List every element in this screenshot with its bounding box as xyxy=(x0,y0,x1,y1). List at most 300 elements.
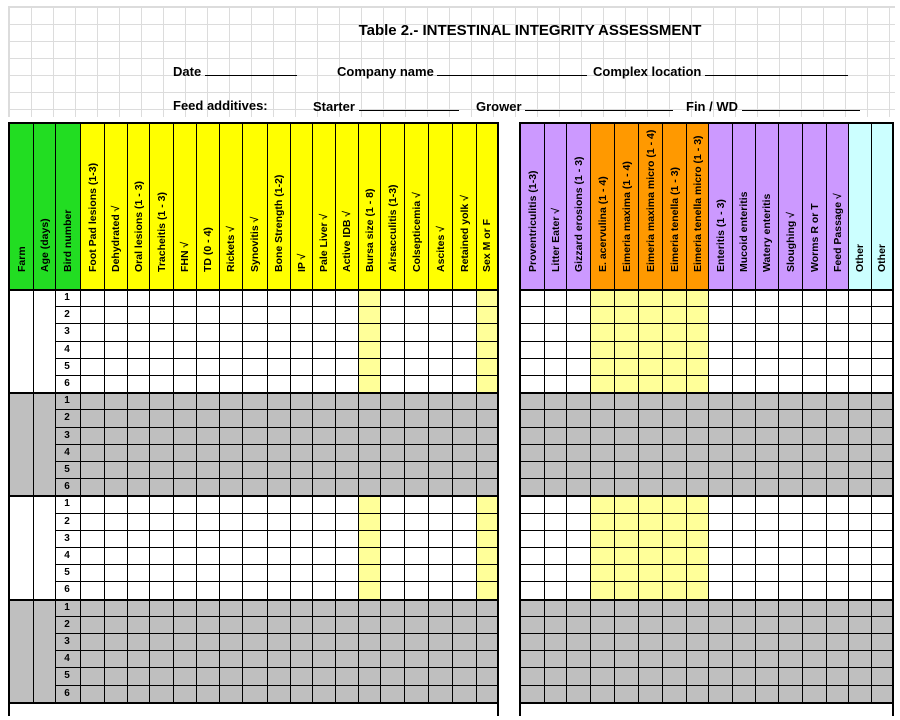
data-cell[interactable] xyxy=(732,307,755,324)
data-cell[interactable] xyxy=(732,393,755,410)
data-cell[interactable] xyxy=(476,445,498,462)
data-cell[interactable] xyxy=(290,548,312,565)
data-cell[interactable] xyxy=(638,428,662,445)
data-cell[interactable] xyxy=(380,410,404,427)
data-cell[interactable] xyxy=(335,634,358,651)
data-cell[interactable] xyxy=(520,600,544,617)
data-cell[interactable] xyxy=(802,307,826,324)
data-cell[interactable] xyxy=(196,290,219,307)
data-cell[interactable] xyxy=(566,428,590,445)
data-cell[interactable] xyxy=(452,600,476,617)
data-cell[interactable] xyxy=(404,445,428,462)
data-cell[interactable] xyxy=(871,376,893,393)
data-cell[interactable] xyxy=(80,290,104,307)
data-cell[interactable] xyxy=(590,462,614,479)
data-cell[interactable] xyxy=(778,342,802,359)
data-cell[interactable] xyxy=(778,410,802,427)
data-cell[interactable] xyxy=(662,290,686,307)
data-cell[interactable] xyxy=(404,565,428,582)
data-cell[interactable] xyxy=(476,548,498,565)
data-cell[interactable] xyxy=(428,307,452,324)
data-cell[interactable] xyxy=(778,445,802,462)
data-cell[interactable] xyxy=(802,600,826,617)
data-cell[interactable] xyxy=(452,410,476,427)
data-cell[interactable] xyxy=(428,634,452,651)
data-cell[interactable] xyxy=(476,462,498,479)
data-cell[interactable] xyxy=(80,342,104,359)
data-cell[interactable] xyxy=(358,531,380,548)
data-cell[interactable] xyxy=(614,651,638,668)
data-cell[interactable] xyxy=(614,462,638,479)
data-cell[interactable] xyxy=(290,410,312,427)
data-cell[interactable] xyxy=(173,514,196,531)
grower-field[interactable] xyxy=(476,98,673,114)
data-cell[interactable] xyxy=(778,307,802,324)
data-cell[interactable] xyxy=(127,634,149,651)
data-cell[interactable] xyxy=(452,445,476,462)
data-cell[interactable] xyxy=(520,548,544,565)
data-cell[interactable] xyxy=(476,290,498,307)
data-cell[interactable] xyxy=(242,479,267,496)
data-cell[interactable] xyxy=(127,617,149,634)
data-cell[interactable] xyxy=(428,324,452,341)
data-cell[interactable] xyxy=(149,290,173,307)
data-cell[interactable] xyxy=(848,600,871,617)
data-cell[interactable] xyxy=(848,307,871,324)
data-cell[interactable] xyxy=(566,410,590,427)
data-cell[interactable] xyxy=(312,565,335,582)
data-cell[interactable] xyxy=(196,410,219,427)
data-cell[interactable] xyxy=(732,462,755,479)
data-cell[interactable] xyxy=(104,410,127,427)
data-cell[interactable] xyxy=(173,324,196,341)
data-cell[interactable] xyxy=(127,582,149,599)
data-cell[interactable] xyxy=(149,668,173,685)
data-cell[interactable] xyxy=(242,393,267,410)
data-cell[interactable] xyxy=(196,600,219,617)
data-cell[interactable] xyxy=(452,342,476,359)
data-cell[interactable] xyxy=(614,479,638,496)
data-cell[interactable] xyxy=(404,462,428,479)
data-cell[interactable] xyxy=(380,445,404,462)
data-cell[interactable] xyxy=(544,548,566,565)
data-cell[interactable] xyxy=(826,600,848,617)
data-cell[interactable] xyxy=(544,376,566,393)
data-cell[interactable] xyxy=(476,428,498,445)
data-cell[interactable] xyxy=(219,393,242,410)
data-cell[interactable] xyxy=(452,668,476,685)
data-cell[interactable] xyxy=(335,548,358,565)
data-cell[interactable] xyxy=(708,307,732,324)
data-cell[interactable] xyxy=(219,531,242,548)
data-cell[interactable] xyxy=(708,376,732,393)
data-cell[interactable] xyxy=(566,651,590,668)
data-cell[interactable] xyxy=(358,290,380,307)
data-cell[interactable] xyxy=(848,479,871,496)
data-cell[interactable] xyxy=(290,668,312,685)
data-cell[interactable] xyxy=(520,445,544,462)
data-cell[interactable] xyxy=(544,514,566,531)
data-cell[interactable] xyxy=(614,686,638,703)
data-cell[interactable] xyxy=(686,324,708,341)
data-cell[interactable] xyxy=(544,668,566,685)
data-cell[interactable] xyxy=(476,359,498,376)
data-cell[interactable] xyxy=(476,307,498,324)
data-cell[interactable] xyxy=(848,634,871,651)
data-cell[interactable] xyxy=(755,393,778,410)
data-cell[interactable] xyxy=(732,428,755,445)
data-cell[interactable] xyxy=(127,290,149,307)
data-cell[interactable] xyxy=(708,393,732,410)
data-cell[interactable] xyxy=(428,393,452,410)
data-cell[interactable] xyxy=(755,582,778,599)
data-cell[interactable] xyxy=(708,445,732,462)
data-cell[interactable] xyxy=(802,651,826,668)
data-cell[interactable] xyxy=(428,410,452,427)
data-cell[interactable] xyxy=(476,686,498,703)
data-cell[interactable] xyxy=(614,514,638,531)
data-cell[interactable] xyxy=(638,668,662,685)
data-cell[interactable] xyxy=(590,651,614,668)
data-cell[interactable] xyxy=(520,410,544,427)
data-cell[interactable] xyxy=(312,617,335,634)
data-cell[interactable] xyxy=(662,582,686,599)
data-cell[interactable] xyxy=(80,617,104,634)
data-cell[interactable] xyxy=(638,410,662,427)
data-cell[interactable] xyxy=(219,668,242,685)
data-cell[interactable] xyxy=(826,324,848,341)
data-cell[interactable] xyxy=(826,359,848,376)
data-cell[interactable] xyxy=(520,582,544,599)
data-cell[interactable] xyxy=(520,376,544,393)
data-cell[interactable] xyxy=(219,462,242,479)
data-cell[interactable] xyxy=(196,428,219,445)
data-cell[interactable] xyxy=(848,617,871,634)
data-cell[interactable] xyxy=(755,514,778,531)
data-cell[interactable] xyxy=(686,445,708,462)
data-cell[interactable] xyxy=(380,342,404,359)
data-cell[interactable] xyxy=(614,342,638,359)
data-cell[interactable] xyxy=(686,634,708,651)
data-cell[interactable] xyxy=(614,582,638,599)
data-cell[interactable] xyxy=(802,445,826,462)
data-cell[interactable] xyxy=(662,686,686,703)
data-cell[interactable] xyxy=(638,600,662,617)
data-cell[interactable] xyxy=(219,479,242,496)
data-cell[interactable] xyxy=(708,324,732,341)
data-cell[interactable] xyxy=(662,496,686,513)
data-cell[interactable] xyxy=(826,651,848,668)
data-cell[interactable] xyxy=(708,634,732,651)
data-cell[interactable] xyxy=(404,324,428,341)
data-cell[interactable] xyxy=(358,496,380,513)
data-cell[interactable] xyxy=(732,531,755,548)
data-cell[interactable] xyxy=(149,582,173,599)
data-cell[interactable] xyxy=(380,307,404,324)
data-cell[interactable] xyxy=(778,600,802,617)
data-cell[interactable] xyxy=(404,342,428,359)
data-cell[interactable] xyxy=(428,548,452,565)
data-cell[interactable] xyxy=(149,307,173,324)
data-cell[interactable] xyxy=(104,324,127,341)
data-cell[interactable] xyxy=(404,582,428,599)
data-cell[interactable] xyxy=(686,479,708,496)
data-cell[interactable] xyxy=(242,410,267,427)
data-cell[interactable] xyxy=(802,565,826,582)
data-cell[interactable] xyxy=(638,359,662,376)
data-cell[interactable] xyxy=(826,462,848,479)
data-cell[interactable] xyxy=(590,514,614,531)
data-cell[interactable] xyxy=(686,290,708,307)
data-cell[interactable] xyxy=(590,376,614,393)
data-cell[interactable] xyxy=(173,582,196,599)
data-cell[interactable] xyxy=(267,651,290,668)
data-cell[interactable] xyxy=(708,668,732,685)
data-cell[interactable] xyxy=(404,514,428,531)
data-cell[interactable] xyxy=(428,496,452,513)
data-cell[interactable] xyxy=(662,376,686,393)
data-cell[interactable] xyxy=(802,514,826,531)
data-cell[interactable] xyxy=(312,342,335,359)
data-cell[interactable] xyxy=(196,445,219,462)
data-cell[interactable] xyxy=(380,565,404,582)
data-cell[interactable] xyxy=(686,410,708,427)
data-cell[interactable] xyxy=(290,582,312,599)
data-cell[interactable] xyxy=(173,376,196,393)
data-cell[interactable] xyxy=(312,600,335,617)
data-cell[interactable] xyxy=(267,617,290,634)
data-cell[interactable] xyxy=(544,393,566,410)
data-cell[interactable] xyxy=(219,600,242,617)
data-cell[interactable] xyxy=(871,686,893,703)
data-cell[interactable] xyxy=(638,324,662,341)
data-cell[interactable] xyxy=(732,445,755,462)
data-cell[interactable] xyxy=(476,324,498,341)
data-cell[interactable] xyxy=(826,307,848,324)
data-cell[interactable] xyxy=(80,565,104,582)
data-cell[interactable] xyxy=(686,651,708,668)
data-cell[interactable] xyxy=(80,514,104,531)
data-cell[interactable] xyxy=(290,290,312,307)
data-cell[interactable] xyxy=(732,686,755,703)
data-cell[interactable] xyxy=(149,565,173,582)
data-cell[interactable] xyxy=(778,359,802,376)
data-cell[interactable] xyxy=(566,445,590,462)
data-cell[interactable] xyxy=(104,651,127,668)
data-cell[interactable] xyxy=(312,445,335,462)
data-cell[interactable] xyxy=(335,668,358,685)
data-cell[interactable] xyxy=(544,479,566,496)
data-cell[interactable] xyxy=(476,496,498,513)
data-cell[interactable] xyxy=(520,668,544,685)
data-cell[interactable] xyxy=(452,496,476,513)
data-cell[interactable] xyxy=(590,582,614,599)
data-cell[interactable] xyxy=(312,359,335,376)
data-cell[interactable] xyxy=(544,307,566,324)
data-cell[interactable] xyxy=(452,686,476,703)
data-cell[interactable] xyxy=(404,290,428,307)
data-cell[interactable] xyxy=(452,324,476,341)
data-cell[interactable] xyxy=(566,462,590,479)
data-cell[interactable] xyxy=(520,651,544,668)
data-cell[interactable] xyxy=(104,514,127,531)
data-cell[interactable] xyxy=(848,376,871,393)
data-cell[interactable] xyxy=(335,342,358,359)
data-cell[interactable] xyxy=(104,686,127,703)
data-cell[interactable] xyxy=(173,617,196,634)
data-cell[interactable] xyxy=(520,428,544,445)
data-cell[interactable] xyxy=(127,342,149,359)
data-cell[interactable] xyxy=(638,445,662,462)
data-cell[interactable] xyxy=(104,359,127,376)
data-cell[interactable] xyxy=(127,600,149,617)
data-cell[interactable] xyxy=(452,359,476,376)
data-cell[interactable] xyxy=(267,324,290,341)
data-cell[interactable] xyxy=(149,479,173,496)
data-cell[interactable] xyxy=(267,462,290,479)
data-cell[interactable] xyxy=(196,686,219,703)
data-cell[interactable] xyxy=(566,376,590,393)
data-cell[interactable] xyxy=(452,307,476,324)
data-cell[interactable] xyxy=(104,376,127,393)
data-cell[interactable] xyxy=(380,651,404,668)
data-cell[interactable] xyxy=(871,634,893,651)
data-cell[interactable] xyxy=(755,462,778,479)
data-cell[interactable] xyxy=(544,565,566,582)
data-cell[interactable] xyxy=(312,428,335,445)
data-cell[interactable] xyxy=(219,359,242,376)
data-cell[interactable] xyxy=(173,668,196,685)
data-cell[interactable] xyxy=(80,668,104,685)
data-cell[interactable] xyxy=(80,634,104,651)
data-cell[interactable] xyxy=(127,376,149,393)
data-cell[interactable] xyxy=(428,531,452,548)
data-cell[interactable] xyxy=(173,393,196,410)
data-cell[interactable] xyxy=(149,531,173,548)
data-cell[interactable] xyxy=(242,359,267,376)
data-cell[interactable] xyxy=(242,686,267,703)
data-cell[interactable] xyxy=(871,462,893,479)
data-cell[interactable] xyxy=(104,548,127,565)
data-cell[interactable] xyxy=(848,582,871,599)
data-cell[interactable] xyxy=(802,290,826,307)
data-cell[interactable] xyxy=(404,651,428,668)
data-cell[interactable] xyxy=(755,307,778,324)
data-cell[interactable] xyxy=(732,324,755,341)
data-cell[interactable] xyxy=(290,686,312,703)
data-cell[interactable] xyxy=(196,565,219,582)
data-cell[interactable] xyxy=(428,479,452,496)
data-cell[interactable] xyxy=(312,479,335,496)
data-cell[interactable] xyxy=(127,428,149,445)
data-cell[interactable] xyxy=(242,496,267,513)
data-cell[interactable] xyxy=(335,359,358,376)
data-cell[interactable] xyxy=(566,634,590,651)
data-cell[interactable] xyxy=(566,479,590,496)
data-cell[interactable] xyxy=(219,290,242,307)
data-cell[interactable] xyxy=(290,342,312,359)
data-cell[interactable] xyxy=(476,600,498,617)
data-cell[interactable] xyxy=(149,462,173,479)
data-cell[interactable] xyxy=(196,668,219,685)
data-cell[interactable] xyxy=(428,582,452,599)
farm-cell[interactable] xyxy=(9,290,33,393)
data-cell[interactable] xyxy=(242,617,267,634)
data-cell[interactable] xyxy=(755,342,778,359)
data-cell[interactable] xyxy=(335,582,358,599)
data-cell[interactable] xyxy=(544,634,566,651)
data-cell[interactable] xyxy=(732,514,755,531)
data-cell[interactable] xyxy=(778,565,802,582)
data-cell[interactable] xyxy=(173,531,196,548)
data-cell[interactable] xyxy=(871,393,893,410)
data-cell[interactable] xyxy=(732,634,755,651)
data-cell[interactable] xyxy=(638,290,662,307)
data-cell[interactable] xyxy=(614,307,638,324)
data-cell[interactable] xyxy=(242,514,267,531)
data-cell[interactable] xyxy=(590,359,614,376)
data-cell[interactable] xyxy=(267,634,290,651)
data-cell[interactable] xyxy=(708,600,732,617)
data-cell[interactable] xyxy=(452,634,476,651)
data-cell[interactable] xyxy=(802,668,826,685)
complex-field[interactable] xyxy=(593,63,848,79)
data-cell[interactable] xyxy=(732,582,755,599)
data-cell[interactable] xyxy=(476,582,498,599)
data-cell[interactable] xyxy=(708,410,732,427)
data-cell[interactable] xyxy=(476,479,498,496)
data-cell[interactable] xyxy=(312,462,335,479)
data-cell[interactable] xyxy=(732,548,755,565)
data-cell[interactable] xyxy=(127,668,149,685)
data-cell[interactable] xyxy=(826,548,848,565)
data-cell[interactable] xyxy=(662,548,686,565)
data-cell[interactable] xyxy=(358,307,380,324)
data-cell[interactable] xyxy=(358,410,380,427)
data-cell[interactable] xyxy=(476,531,498,548)
data-cell[interactable] xyxy=(802,359,826,376)
data-cell[interactable] xyxy=(708,479,732,496)
data-cell[interactable] xyxy=(638,393,662,410)
data-cell[interactable] xyxy=(614,496,638,513)
data-cell[interactable] xyxy=(358,462,380,479)
data-cell[interactable] xyxy=(871,307,893,324)
data-cell[interactable] xyxy=(242,290,267,307)
data-cell[interactable] xyxy=(590,548,614,565)
data-cell[interactable] xyxy=(778,376,802,393)
data-cell[interactable] xyxy=(149,393,173,410)
data-cell[interactable] xyxy=(826,565,848,582)
data-cell[interactable] xyxy=(686,462,708,479)
data-cell[interactable] xyxy=(380,582,404,599)
data-cell[interactable] xyxy=(380,617,404,634)
data-cell[interactable] xyxy=(590,307,614,324)
data-cell[interactable] xyxy=(219,617,242,634)
data-cell[interactable] xyxy=(544,410,566,427)
data-cell[interactable] xyxy=(638,496,662,513)
data-cell[interactable] xyxy=(566,290,590,307)
data-cell[interactable] xyxy=(127,393,149,410)
data-cell[interactable] xyxy=(173,307,196,324)
data-cell[interactable] xyxy=(80,410,104,427)
data-cell[interactable] xyxy=(80,479,104,496)
data-cell[interactable] xyxy=(708,428,732,445)
age-cell[interactable] xyxy=(33,496,55,599)
data-cell[interactable] xyxy=(802,617,826,634)
data-cell[interactable] xyxy=(404,410,428,427)
data-cell[interactable] xyxy=(476,668,498,685)
data-cell[interactable] xyxy=(404,359,428,376)
